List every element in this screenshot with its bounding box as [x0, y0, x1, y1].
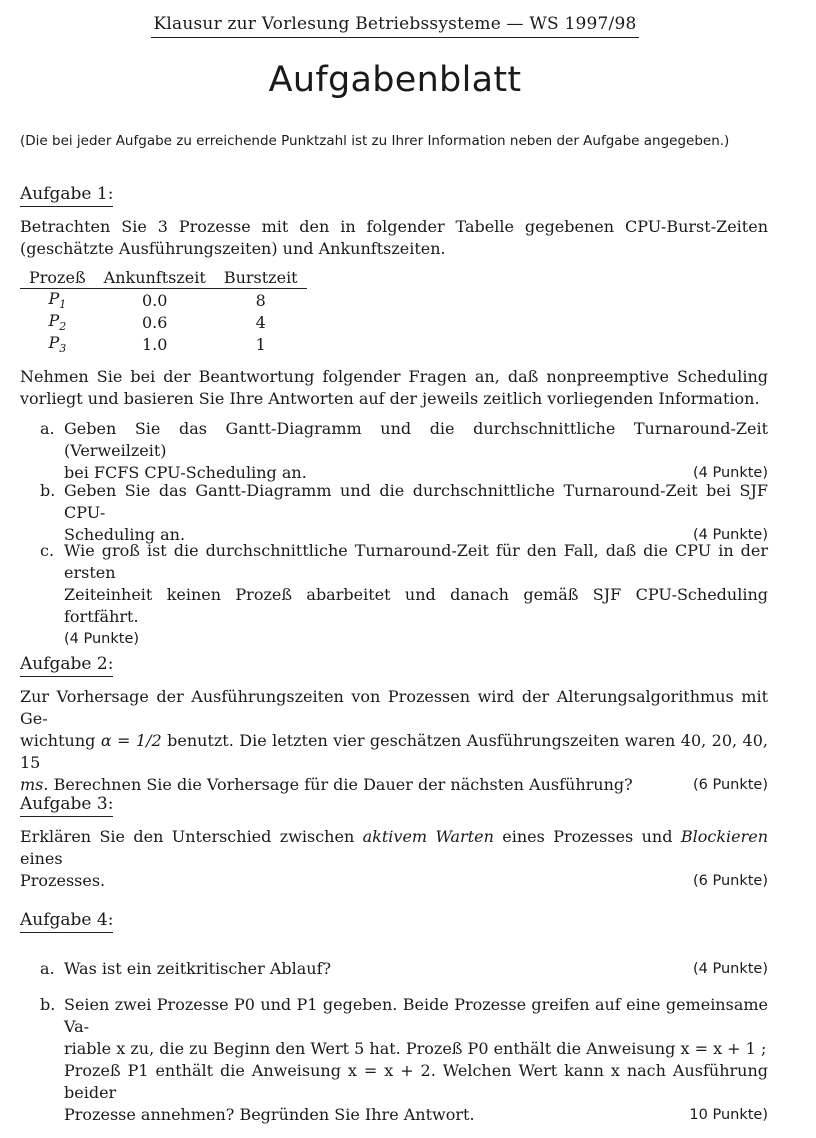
task-3-heading: Aufgabe 3:: [20, 794, 113, 817]
task-1b: b. Geben Sie das Gantt-Diagramm und die durchschnittliche Turnaround-Zeit bei SJF CPU- Scheduling an. (4 Punkte): [40, 481, 768, 544]
task-1c: c. Wie groß ist die durchschnittliche Turnaround-Zeit für den Fall, daß die CPU in der ersten Zeiteinheit keinen Prozeß abarbeitet und danach gemäß SJF CPU-Scheduling fortfährt. (4 Punkte): [40, 541, 768, 647]
task-3-text: Erklären Sie den Unterschied zwischen aktivem Warten eines Prozesses und Blockieren eines Prozesses. (6 Punkte): [20, 827, 769, 890]
col-header-arrival: Ankunftszeit: [95, 266, 215, 289]
page-title: Aufgabenblatt: [268, 60, 522, 100]
task-1-assumption: Nehmen Sie bei der Beantwortung folgender Fragen an, daß nonpreemptive Scheduling vorliegt und basieren Sie Ihre Antworten auf der jeweils zeitlich vorliegenden Information.: [20, 367, 768, 408]
col-header-process: Prozeß: [20, 266, 95, 289]
exam-header: Klausur zur Vorlesung Betriebssysteme — WS 1997/98: [0, 14, 790, 34]
table-row: $P_1$ 0.0 8: [48, 289, 266, 312]
task-1-intro: Betrachten Sie 3 Prozesse mit den in folgender Tabelle gegebenen CPU-Burst-Zeiten (geschätzte Ausführungszeiten) und Ankunftszeiten.: [20, 217, 768, 258]
task-2-text: Zur Vorhersage der Ausführungszeiten von Prozessen wird der Alterungsalgorithmus mit Ge- wichtung α = 1/2 benutzt. Die letzten vier geschätzen Ausführungszeiten waren 40, 20, 40, 15 ms. Berechnen Sie die Vorhersage für die Dauer der nächsten Ausführung? (6 Punkte): [20, 687, 769, 794]
table-row: $P_2$ 0.6 4: [48, 311, 266, 334]
task-4a: a. Was ist ein zeitkritischer Ablauf? (4 Punkte): [40, 959, 768, 978]
col-header-burst: Burstzeit: [215, 266, 307, 289]
task-4b: b. Seien zwei Prozesse P0 und P1 gegeben. Beide Prozesse greifen auf eine gemeinsame Va- riable x zu, die zu Beginn den Wert 5 hat. Prozeß P0 enthält die Anweisung x = x + 1 ; Prozeß P1 enthält die Anweisung x = x + 2. Welchen Wert kann x nach Ausführung beider Prozesse annehmen? Begründen Sie Ihre Antwort. 10 Punkte): [40, 995, 768, 1124]
task-4-heading: Aufgabe 4:: [20, 910, 113, 933]
table-row: $P_3$ 1.0 1: [48, 333, 266, 356]
intro-note: (Die bei jeder Aufgabe zu erreichende Punktzahl ist zu Ihrer Information neben der Aufgabe angegeben.): [20, 133, 730, 149]
task-2-heading: Aufgabe 2:: [20, 654, 113, 677]
process-table: [20, 266, 307, 356]
task-1a: a. Geben Sie das Gantt-Diagramm und die durchschnittliche Turnaround-Zeit (Verweilzeit) bei FCFS CPU-Scheduling an. (4 Punkte): [40, 419, 768, 482]
task-1-heading: Aufgabe 1:: [20, 184, 113, 207]
